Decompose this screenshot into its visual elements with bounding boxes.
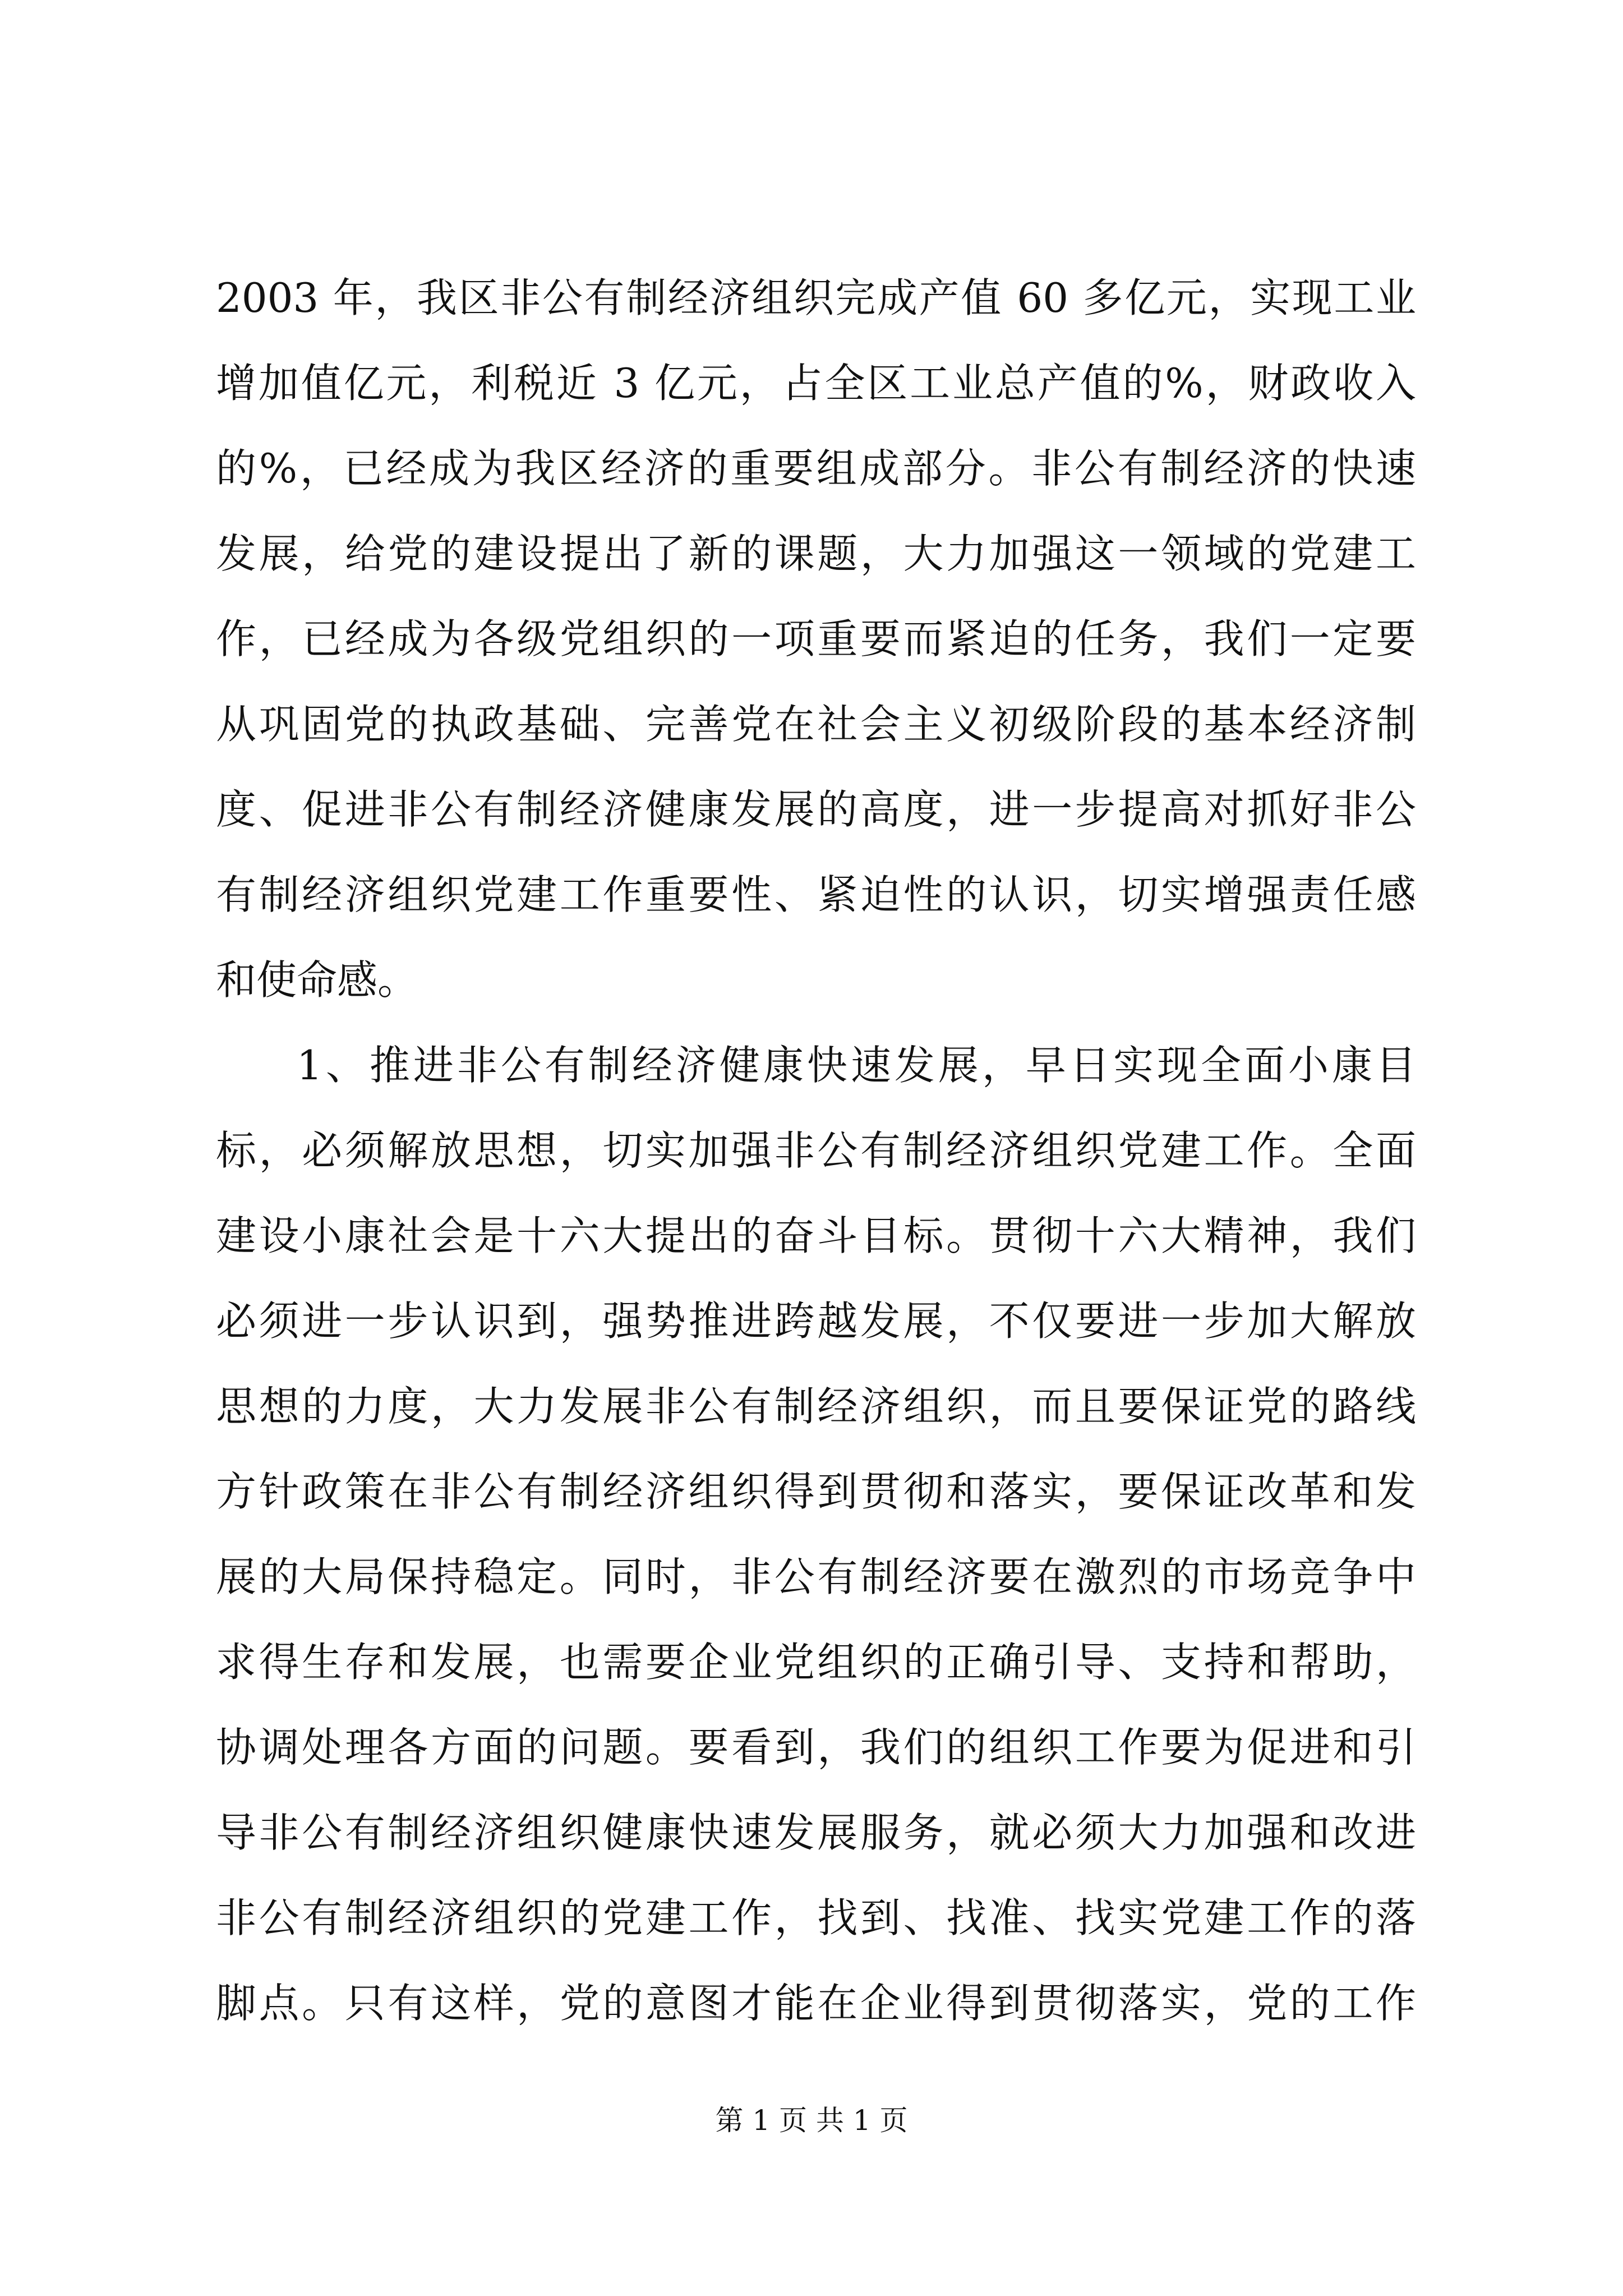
text-line: 展的大局保持稳定。同时，非公有制经济要在激烈的市场竞争中	[216, 1553, 1416, 1600]
text-line: 标，必须解放思想，切实加强非公有制经济组织党建工作。全面	[216, 1127, 1416, 1174]
text-line: 建设小康社会是十六大提出的奋斗目标。贯彻十六大精神，我们	[216, 1212, 1416, 1259]
text-line: 脚点。只有这样，党的意图才能在企业得到贯彻落实，党的工作	[216, 1980, 1416, 2027]
text-line: 度、促进非公有制经济健康发展的高度，进一步提高对抓好非公	[216, 786, 1416, 833]
text-line: 2003 年，我区非公有制经济组织完成产值 60 多亿元，实现工业	[216, 274, 1416, 321]
text-line: 1、推进非公有制经济健康快速发展，早日实现全面小康目	[297, 1042, 1416, 1089]
text-line: 作，已经成为各级党组织的一项重要而紧迫的任务，我们一定要	[216, 615, 1416, 662]
document-body	[216, 255, 1416, 2046]
text-line: 求得生存和发展，也需要企业党组织的正确引导、支持和帮助，	[216, 1639, 1416, 1686]
page-number-footer: 第 1 页 共 1 页	[715, 2104, 908, 2137]
text-line: 导非公有制经济组织健康快速发展服务，就必须大力加强和改进	[216, 1809, 1416, 1856]
text-line: 有制经济组织党建工作重要性、紧迫性的认识，切实增强责任感	[216, 871, 1416, 918]
text-line: 增加值亿元，利税近 3 亿元，占全区工业总产值的%，财政收入	[216, 360, 1416, 407]
text-line: 协调处理各方面的问题。要看到，我们的组织工作要为促进和引	[216, 1724, 1416, 1771]
text-line: 发展，给党的建设提出了新的课题，大力加强这一领域的党建工	[216, 530, 1416, 577]
text-line: 必须进一步认识到，强势推进跨越发展，不仅要进一步加大解放	[216, 1297, 1416, 1345]
text-line: 从巩固党的执政基础、完善党在社会主义初级阶段的基本经济制	[216, 701, 1416, 748]
text-line: 的%，已经成为我区经济的重要组成部分。非公有制经济的快速	[216, 445, 1416, 492]
text-line: 和使命感。	[216, 956, 418, 1004]
text-line: 非公有制经济组织的党建工作，找到、找准、找实党建工作的落	[216, 1894, 1416, 1941]
text-line: 方针政策在非公有制经济组织得到贯彻和落实，要保证改革和发	[216, 1468, 1416, 1515]
text-line: 思想的力度，大力发展非公有制经济组织，而且要保证党的路线	[216, 1383, 1416, 1430]
